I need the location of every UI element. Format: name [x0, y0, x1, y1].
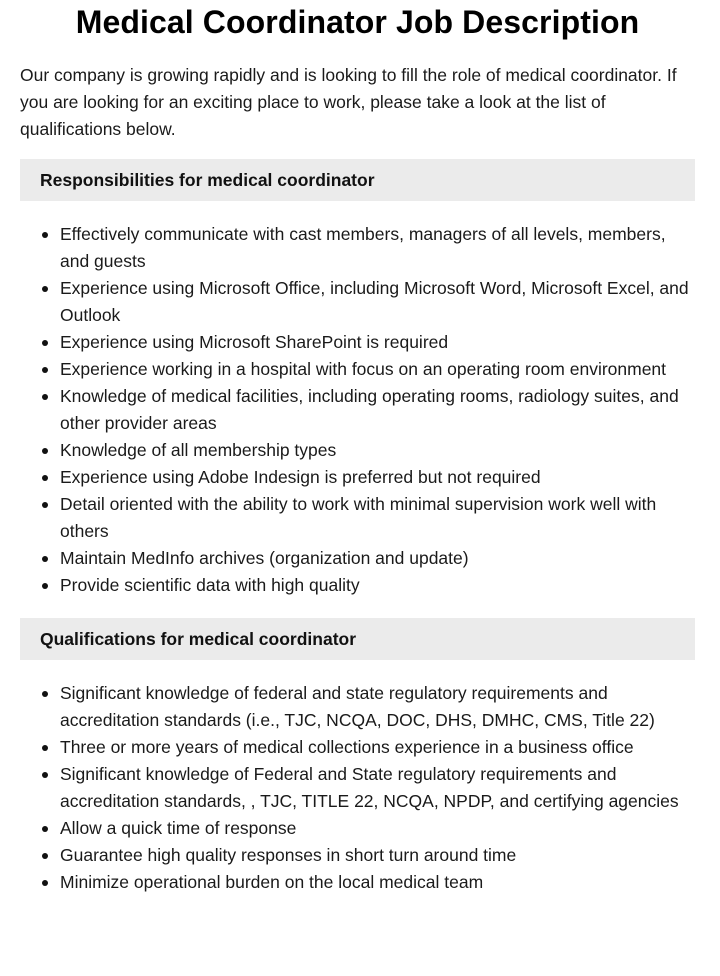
bullet-icon [42, 232, 48, 238]
list-item [20, 572, 695, 599]
bullet-icon [42, 502, 48, 508]
list-item [20, 734, 695, 761]
list-item [20, 491, 695, 545]
page-title: Medical Coordinator Job Description [75, 4, 640, 40]
bullet-icon [42, 367, 48, 373]
bullet-icon [42, 448, 48, 454]
list-item-text: Guarantee high quality responses in short turn around time [60, 845, 517, 865]
list-item-text: Maintain MedInfo archives (organization and update) [60, 548, 469, 568]
bullet-icon [42, 691, 48, 697]
list-item-text: Experience using Microsoft SharePoint is required [60, 332, 449, 352]
bullet-icon [42, 556, 48, 562]
bullet-icon [42, 772, 48, 778]
responsibilities-list [20, 221, 695, 599]
list-item [20, 869, 695, 896]
list-item [20, 275, 695, 329]
list-item-text: Minimize operational burden on the local medical team [60, 872, 484, 892]
list-item-text: Three or more years of medical collections experience in a business office [60, 737, 634, 757]
bullet-icon [42, 583, 48, 589]
bullet-icon [42, 394, 48, 400]
bullet-icon [42, 340, 48, 346]
list-item-text: Knowledge of all membership types [60, 440, 337, 460]
bullet-icon [42, 745, 48, 751]
list-item [20, 545, 695, 572]
list-item [20, 356, 695, 383]
bullet-icon [42, 853, 48, 859]
bullet-icon [42, 880, 48, 886]
bullet-icon [42, 826, 48, 832]
list-item-text: Significant knowledge of Federal and State regulatory requirements and accreditation standards, , TJC, TITLE 22, NCQA, NPDP, and certifying agencies [60, 764, 679, 811]
list-item-text: Experience using Adobe Indesign is preferred but not required [60, 467, 541, 487]
list-item [20, 221, 695, 275]
list-item-text: Experience working in a hospital with focus on an operating room environment [60, 359, 667, 379]
list-item [20, 815, 695, 842]
intro-paragraph: Our company is growing rapidly and is looking to fill the role of medical coordinator. If you are looking for an exciting place to work, please take a look at the list of qualifications below. [20, 65, 677, 139]
list-item-text: Detail oriented with the ability to work with minimal supervision work well with others [60, 494, 657, 541]
list-item-text: Allow a quick time of response [60, 818, 297, 838]
qualifications-list [20, 680, 695, 896]
list-item-text: Experience using Microsoft Office, including Microsoft Word, Microsoft Excel, and Outlook [60, 278, 689, 325]
list-item [20, 383, 695, 437]
list-item-text: Provide scientific data with high quality [60, 575, 360, 595]
list-item-text: Significant knowledge of federal and state regulatory requirements and accreditation standards (i.e., TJC, NCQA, DOC, DHS, DMHC, CMS, Title 22) [60, 683, 655, 730]
list-item [20, 842, 695, 869]
list-item [20, 680, 695, 734]
responsibilities-heading: Responsibilities for medical coordinator [20, 159, 695, 201]
list-item [20, 329, 695, 356]
bullet-icon [42, 286, 48, 292]
list-item-text: Knowledge of medical facilities, including operating rooms, radiology suites, and other provider areas [60, 386, 679, 433]
bullet-icon [42, 475, 48, 481]
list-item-text: Effectively communicate with cast members, managers of all levels, members, and guests [60, 224, 666, 271]
list-item [20, 437, 695, 464]
qualifications-heading: Qualifications for medical coordinator [20, 618, 695, 660]
list-item [20, 464, 695, 491]
list-item [20, 761, 695, 815]
